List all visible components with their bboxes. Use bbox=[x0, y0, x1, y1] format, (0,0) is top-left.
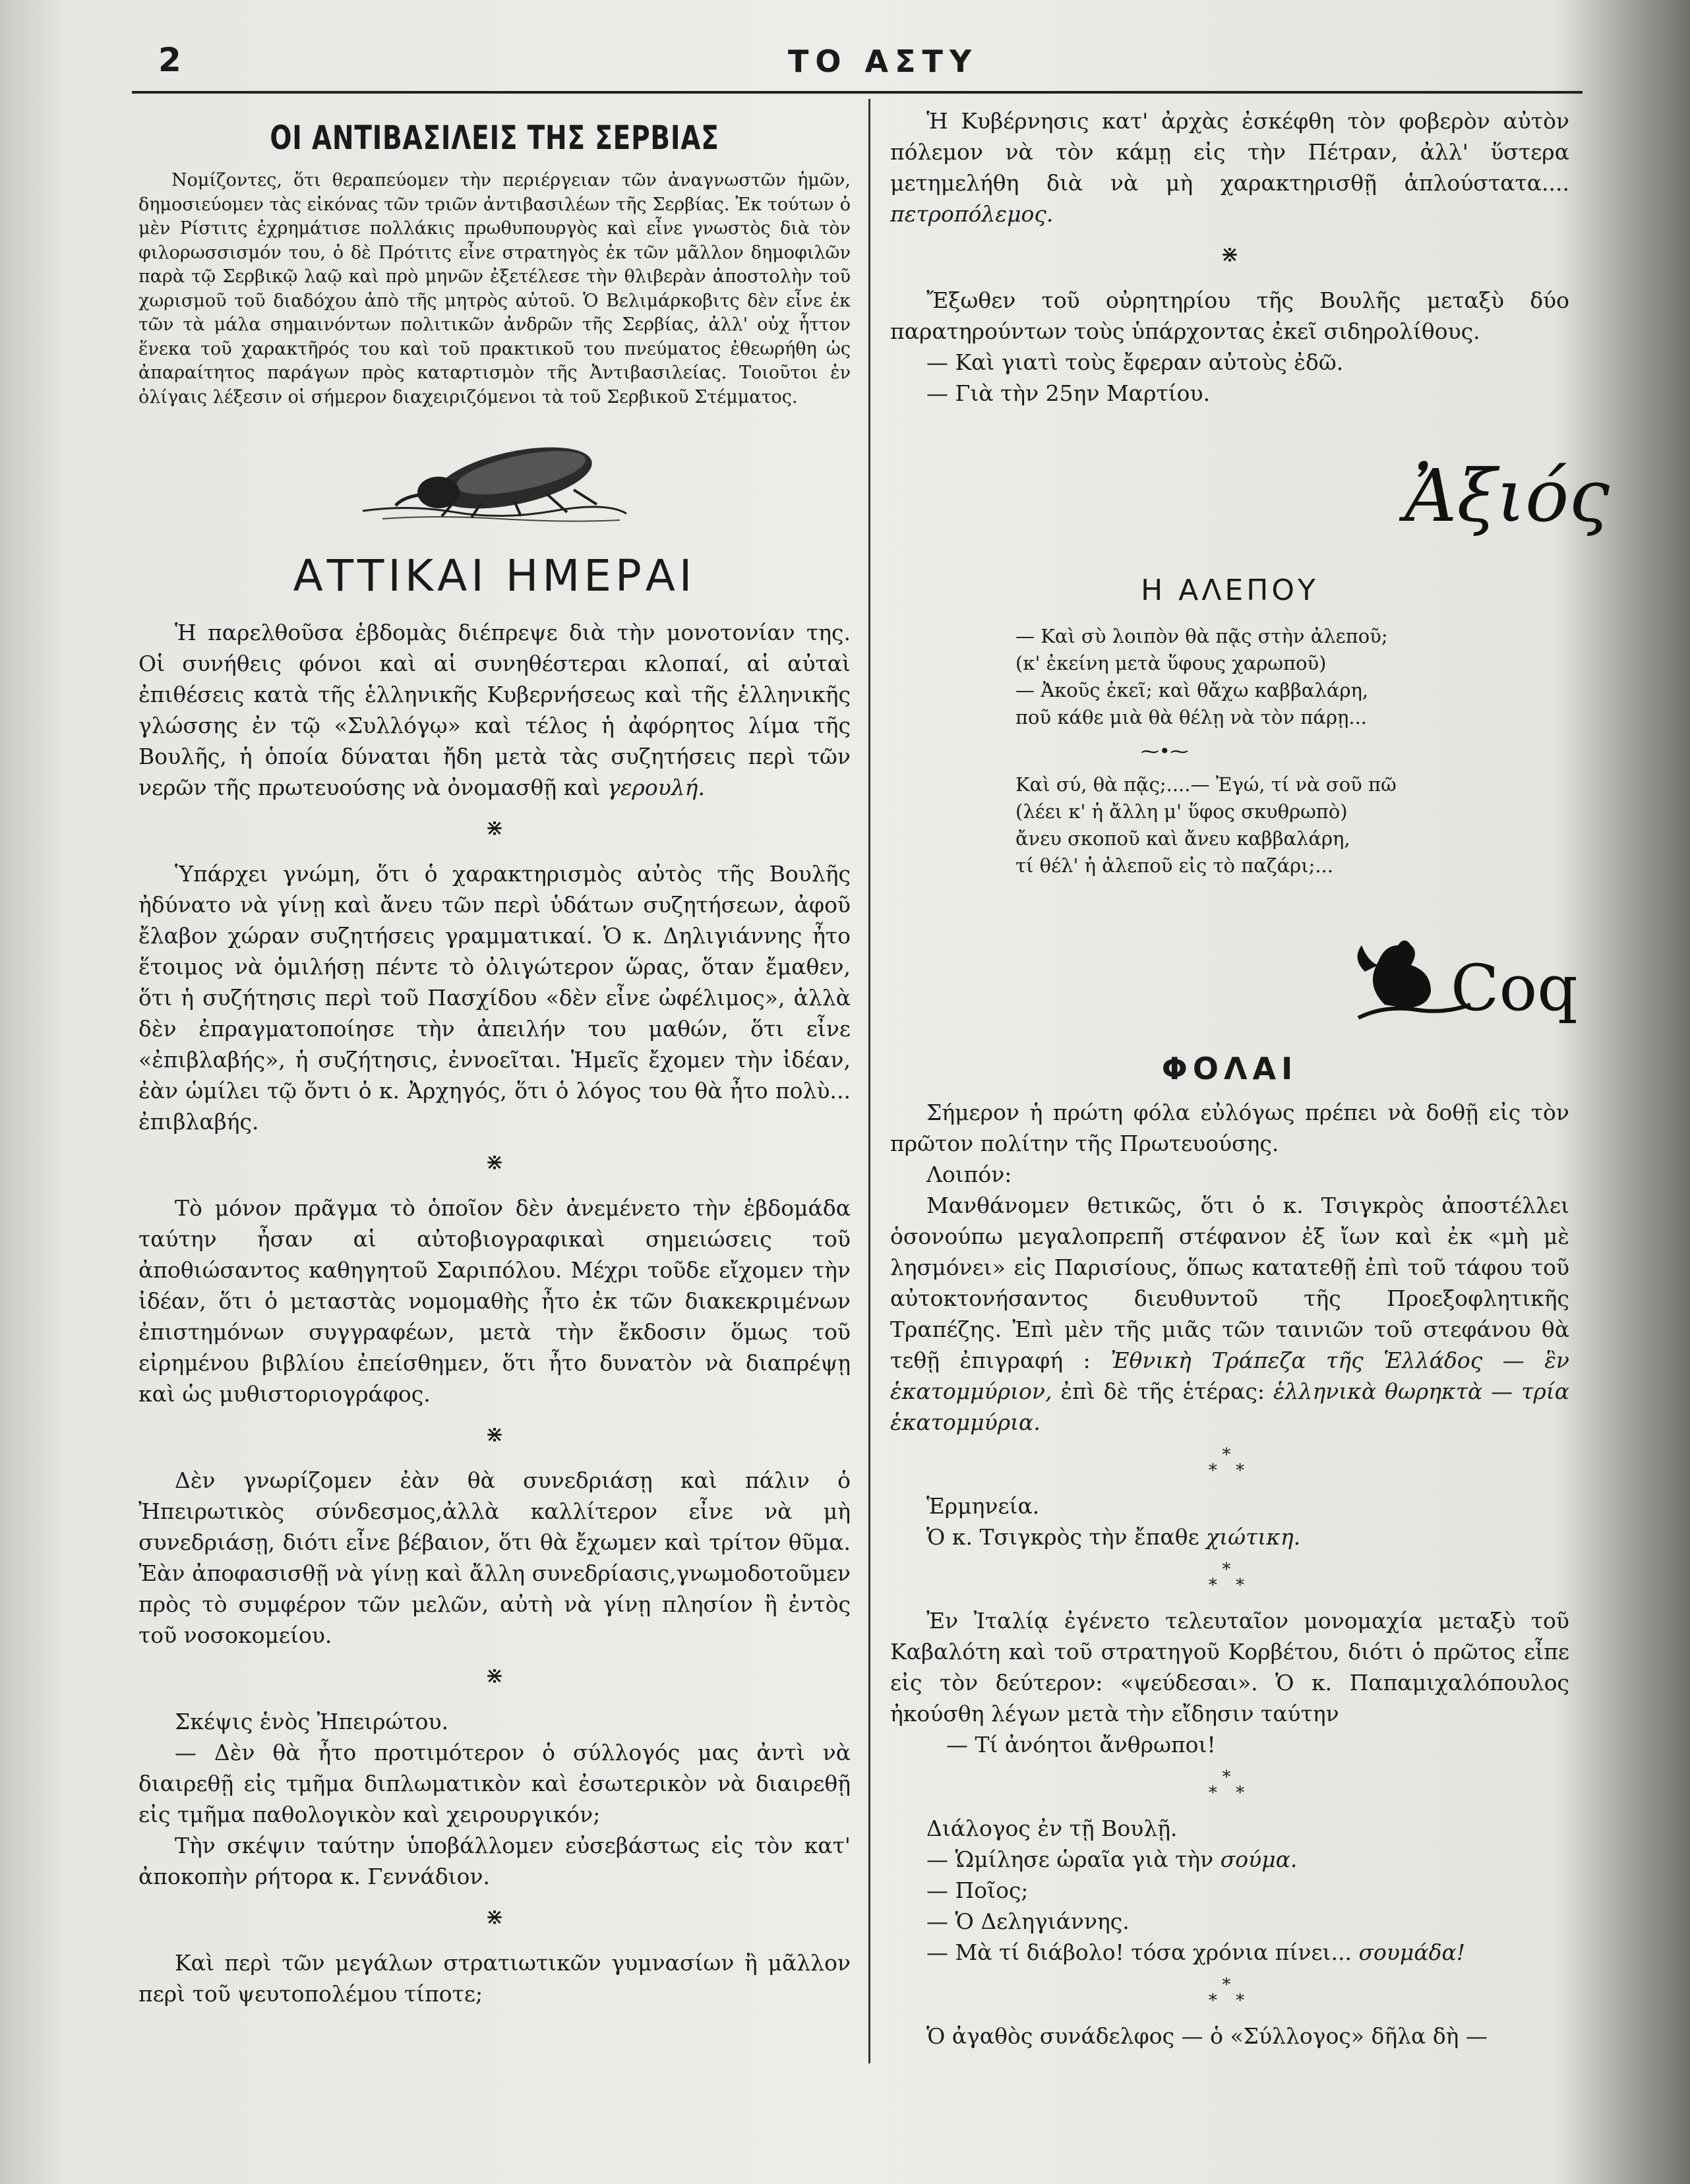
separator-asterisk: ⋇ bbox=[485, 1421, 504, 1448]
folai-dialog-intro: Διάλογος ἐν τῇ Βουλῇ. bbox=[926, 1815, 1178, 1841]
serbia-text: Νομίζοντες, ὅτι θεραπεύομεν τὴν περιέργειαν τῶν ἀναγνωστῶν ἡμῶν, δημοσιεύομεν τὰς εἰκόνας τῶν τριῶν ἀντιβασιλέων τῆς Σερβίας. Ἐκ τούτων ὁ μὲν Ρίστιτς ἐχρημάτισε πολλάκις πρωθυπουργὸς καὶ εἶνε γνωστὸς διὰ τὸν φιλορωσσισμόν του, ὁ δὲ Πρότιτς εἶνε στρατηγὸς ἐκ τῶν μᾶλλον δημοφιλῶν παρὰ τῷ Σερβικῷ λαῷ καὶ πρὸ μηνῶν ἐξετέλεσε τὴν θλιβερὰν ἀποστολὴν τοῦ χωρισμοῦ τοῦ διαδόχου ἀπὸ τῆς μητρὸς αὐτοῦ. Ὁ Βελιμάρκοβιτς δὲν εἶνε ἐκ τῶν τὰ μάλα σημαινόντων πολιτικῶν ἀνδρῶν τῆς Σερβίας, ἀλλ' οὐχ ἧττον ἕνεκα τοῦ χαρακτῆρός του καὶ τοῦ πρακτικοῦ του πνεύματος ἐθεωρήθη ὡς ἀπαραίτητος παράγων πρὸς καταρτισμὸν τῆς Ἀντιβασιλείας. Τοιοῦτοι ἐν ὀλίγαις λέξεσιν οἱ σήμερον διαχειριζόμενοι τὰ τοῦ Σερβικοῦ Στέμματος. bbox=[138, 170, 851, 407]
folai-dialog-line-4: — Μὰ τί διάβολο! τόσα χρόνια πίνει... σουμάδα! bbox=[926, 1939, 1466, 1965]
poem-separator: ⁓•⁓ bbox=[1141, 740, 1189, 762]
folai-paragraph-4: Ἐν Ἰταλίᾳ ἐγένετο τελευταῖον μονομαχία μεταξὺ τοῦ Καβαλότη καὶ τοῦ στρατηγοῦ Κορβέτου, διότι ὁ πρῶτος εἶπε εἰς τὸν δεύτερον: «ψεύδεσαι». Ὁ κ. Παπαμιχαλόπουλος ἠκούσθη λέγων μετὰ τὴν εἴδησιν ταύτην bbox=[890, 1608, 1569, 1727]
poem-line: ἄνευ σκοποῦ καὶ ἄνευ καββαλάρη, bbox=[1015, 827, 1350, 850]
poem-line: (λέει κ' ἡ ἄλλη μ' ὕφος σκυθρωπὸ) bbox=[1015, 800, 1348, 823]
attikai-paragraph-2: Ὑπάρχει γνώμη, ὅτι ὁ χαρακτηρισμὸς αὐτὸς τῆς Βουλῆς ἠδύνατο νὰ γίνῃ καὶ ἄνευ τῶν περὶ ὑδάτων συζητήσεων, ἀφοῦ ἔλαβον χώραν συζητήσεις γραμματικαί. Ὁ κ. Δηλιγιάννης ἦτο ἕτοιμος νὰ ὁμιλήσῃ πέντε τὸ ὀλιγώτερον ὥρας, ὅταν ἔμαθεν, ὅτι ἡ συζήτησις περὶ τοῦ Πασχίδου «δὲν εἶνε ὠφέλιμος», ἀλλὰ δὲν ἐπραγματοποίησε τὴν ἀπειλήν του μαθών, ὅτι εἶνε «ἐπιβλαβής», ἡ συζήτησις, ἐννοεῖται. Ἡμεῖς ἔχομεν τὴν ἰδέαν, ἐὰν ὡμίλει τῷ ὄντι ὁ κ. Ἀρχηγός, ὅτι ὁ λόγος του θὰ ἦτο πολὺ... ἐπιβλαβής. bbox=[138, 861, 851, 1135]
serbia-heading: ΟΙ ΑΝΤΙΒΑΣΙΛΕΙΣ ΤΗΣ ΣΕΡΒΙΑΣ bbox=[270, 119, 719, 157]
right-paragraph-2: Ἔξωθεν τοῦ οὐρητηρίου τῆς Βουλῆς μεταξὺ δύο παρατηρούντων τοὺς ὑπάρχοντας ἐκεῖ σιδηρολίθους. bbox=[890, 287, 1569, 344]
separator-asterisk: ⋇ bbox=[485, 1904, 504, 1930]
separator-asterisk: ⋇ bbox=[485, 1149, 504, 1175]
masthead-title: ΤΟ ΑΣΤΥ bbox=[788, 44, 979, 79]
top-rule bbox=[132, 91, 1583, 94]
attikai-paragraph-1: Ἡ παρελθοῦσα ἑβδομὰς διέπρεψε διὰ τὴν μονοτονίαν της. Οἱ συνήθεις φόνοι καὶ αἱ συνηθέστεραι κλοπαί, αἱ αὐταὶ ἐπιθέσεις κατὰ τῆς ἑλληνικῆς Κυβερνήσεως καὶ τῆς ἑλληνικῆς γλώσσης ἐν τῷ «Συλλόγῳ» καὶ τέλος ἡ ἀφόρητος λίμα τῆς Βουλῆς, ἡ ὁποία δύναται ἤδη μετὰ τὰς συζητήσεις περὶ τῶν νερῶν τῆς πρωτευούσης νὰ ὀνομασθῇ καὶ γερουλή. bbox=[138, 620, 851, 800]
left-column bbox=[138, 105, 851, 2009]
folai-last-line: Ὁ ἀγαθὸς συνάδελφος — ὁ «Σύλλογος» δῆλα δὴ — bbox=[926, 2023, 1488, 2049]
attikai-paragraph-5: — Δὲν θὰ ἦτο προτιμότερον ὁ σύλλογός μας ἀντὶ νὰ διαιρεθῇ εἰς τμῆμα διπλωματικὸν καὶ ἐσωτερικὸν νὰ διαιρεθῇ εἰς τμῆμα παθολογικὸν καὶ χειρουργικόν; bbox=[138, 1740, 851, 1827]
poem-line: — Καὶ σὺ λοιπὸν θὰ πᾷς στὴν ἀλεποῦ; bbox=[1015, 625, 1388, 647]
attikai-paragraph-5-intro: Σκέψις ἑνὸς Ἠπειρώτου. bbox=[175, 1709, 449, 1734]
folai-paragraph-1: Σήμερον ἡ πρώτη φόλα εὐλόγως πρέπει νὰ δοθῇ εἰς τὸν πρῶτον πολίτην τῆς Πρωτευούσης. bbox=[890, 1100, 1569, 1156]
alepou-heading: Η ΑΛΕΠΟΥ bbox=[1141, 574, 1319, 607]
rooster-logo bbox=[1345, 926, 1578, 1025]
poem-line: Καὶ σύ, θὰ πᾷς;....— Ἐγώ, τί νὰ σοῦ πῶ bbox=[1015, 773, 1397, 796]
beetle-illustration bbox=[356, 432, 633, 531]
poem-line: — Ἀκοῦς ἐκεῖ; καὶ θἄχω καββαλάρη, bbox=[1015, 679, 1369, 701]
column-divider bbox=[868, 99, 870, 2063]
attikai-paragraph-7: Καὶ περὶ τῶν μεγάλων στρατιωτικῶν γυμνασίων ἢ μᾶλλον περὶ τοῦ ψευτοπολέμου τίποτε; bbox=[138, 1950, 851, 2007]
folai-dialog-line-2: — Ποῖος; bbox=[926, 1877, 1029, 1903]
poem-line: ποῦ κάθε μιὰ θὰ θέλῃ νὰ τὸν πάρῃ... bbox=[1015, 706, 1368, 728]
poem-line: (κ' ἐκείνη μετὰ ὕφους χαρωποῦ) bbox=[1015, 652, 1327, 674]
folai-paragraph-1b: Λοιπόν: bbox=[926, 1162, 1012, 1187]
poem-line: τί θέλ' ἡ ἀλεποῦ εἰς τὸ παζάρι;... bbox=[1015, 854, 1333, 877]
folai-dialog-line-1: — Ὡμίλησε ὡραῖα γιὰ τὴν σούμα. bbox=[926, 1846, 1298, 1872]
folai-heading: ΦΟΛΑΙ bbox=[1161, 1051, 1298, 1086]
folai-paragraph-3a: Ἑρμηνεία. bbox=[926, 1493, 1040, 1519]
folai-paragraph-3b: Ὁ κ. Τσιγκρὸς τὴν ἔπαθε χιώτικη. bbox=[926, 1524, 1301, 1550]
svg-text:Ἀξιός: Ἀξιός bbox=[1404, 454, 1610, 538]
right-dialog-line-2: — Γιὰ τὴν 25ην Μαρτίου. bbox=[926, 380, 1211, 406]
page-number: 2 bbox=[158, 41, 181, 79]
folai-dialog-line-3: — Ὁ Δεληγιάννης. bbox=[926, 1908, 1130, 1934]
separator-stars: * * * bbox=[1208, 1560, 1252, 1595]
right-paragraph-1: Ἡ Κυβέρνησις κατ' ἀρχὰς ἐσκέφθη τὸν φοβερὸν αὐτὸν πόλεμον νὰ τὸν κάμῃ εἰς τὴν Πέτραν, ἀλλ' ὕστερα μετημελήθη διὰ νὰ μὴ χαρακτηρισθῇ ἁπλούστατα.... πετροπόλεμος. bbox=[890, 108, 1569, 227]
folai-paragraph-4-quote: — Τί ἀνόητοι ἄνθρωποι! bbox=[946, 1732, 1216, 1757]
separator-asterisk: ⋇ bbox=[485, 815, 504, 841]
separator-stars: * * * bbox=[1208, 1445, 1252, 1481]
separator-stars: * * * bbox=[1208, 1975, 1252, 2011]
separator-asterisk: ⋇ bbox=[485, 1663, 504, 1689]
right-dialog-line-1: — Καὶ γιατὶ τοὺς ἔφεραν αὐτοὺς ἐδῶ. bbox=[926, 349, 1344, 375]
folai-paragraph-2: Μανθάνομεν θετικῶς, ὅτι ὁ κ. Τσιγκρὸς ἀποστέλλει ὁσονούπω μεγαλοπρεπῆ στέφανον ἐξ ἴων καὶ ἐκ «μὴ μὲ λησμόνει» εἰς Παρισίους, ὅπως κατατεθῇ ἐπὶ τοῦ τάφου τοῦ αὐτοκτονήσαντος διευθυντοῦ τῆς Προεξοφλητικῆς Τραπέζης. Ἐπὶ μὲν τῆς μιᾶς τῶν ταινιῶν τοῦ στεφάνου θὰ τεθῇ ἐπιγραφή : Ἐθνικὴ Τράπεζα τῆς Ἑλλάδος — ἓν ἑκατομμύριον, ἐπὶ δὲ τῆς ἑτέρας: ἑλληνικὰ θωρηκτὰ — τρία ἑκατομμύρια. bbox=[890, 1193, 1569, 1435]
separator-stars: * * * bbox=[1208, 1767, 1252, 1803]
signature-axios bbox=[1398, 448, 1610, 547]
right-column bbox=[890, 105, 1610, 2051]
attikai-paragraph-3: Τὸ μόνον πρᾶγμα τὸ ὁποῖον δὲν ἀνεμένετο τὴν ἑβδομάδα ταύτην ἦσαν αἱ αὐτοβιογραφικαὶ σημειώσεις τοῦ ἀποθιώσαντος καθηγητοῦ Σαριπόλου. Μέχρι τοῦδε εἴχομεν τὴν ἰδέαν, ὅτι ὁ μεταστὰς νομομαθὴς ἦτο ἐκ τῶν διακεκριμένων ἐπιστημόνων συγγραφέων, μετὰ τὴν ἔκδοσιν ὅμως τοῦ εἰρημένου βιβλίου ἐπείσθημεν, ὅτι ἦτο δυνατὸν νὰ διαπρέψῃ καὶ ὡς μυθιστοριογράφος. bbox=[138, 1195, 851, 1407]
alepou-poem bbox=[1015, 623, 1569, 879]
attikai-paragraph-4: Δὲν γνωρίζομεν ἐὰν θὰ συνεδριάσῃ καὶ πάλιν ὁ Ἠπειρωτικὸς σύνδεσμος,ἀλλὰ καλλίτερον εἶνε νὰ μὴ συνεδριάσῃ, διότι εἶνε βέβαιον, ὅτι θὰ ἔχωμεν καὶ τρίτον θῦμα. Ἐὰν ἀποφασισθῇ νὰ γίνῃ καὶ ἄλλη συνεδρίασις,γνωμοδοτοῦμεν πρὸς τὸ συμφέρον τῶν μελῶν, αὐτὴ νὰ γίνῃ πλησίον ἢ ἐντὸς τοῦ νοσοκομείου. bbox=[138, 1467, 851, 1648]
separator-asterisk: ⋇ bbox=[1220, 241, 1240, 268]
attikai-paragraph-6: Τὴν σκέψιν ταύτην ὑποβάλλομεν εὐσεβάστως εἰς τὸν κατ' ἀποκοπὴν ρήτορα κ. Γεννάδιον. bbox=[138, 1833, 851, 1889]
svg-text:Coq: Coq bbox=[1451, 951, 1578, 1025]
attikai-heading: ΑΤΤΙΚΑΙ ΗΜΕΡΑΙ bbox=[293, 550, 696, 601]
